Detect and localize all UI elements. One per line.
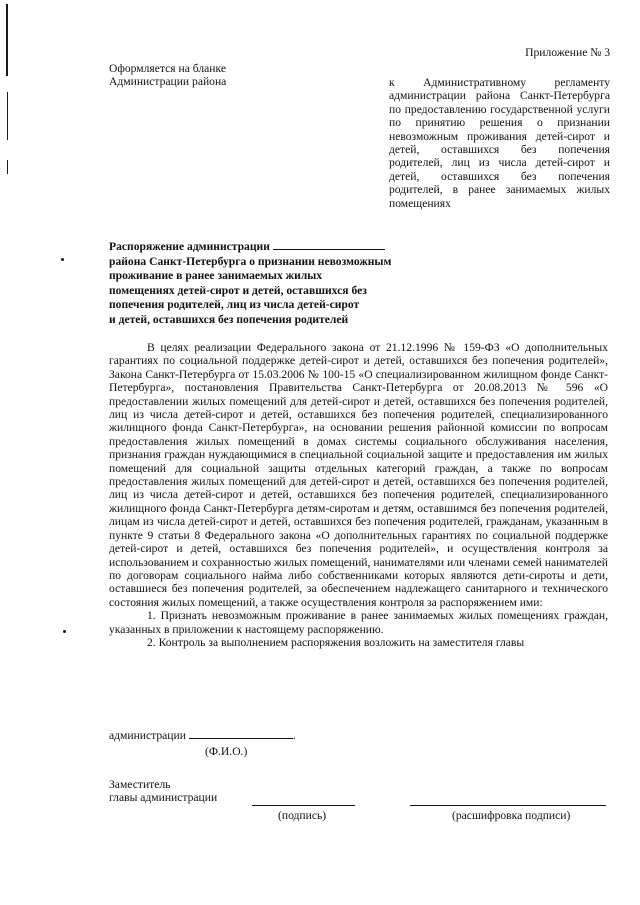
- appendix-number: Приложение № 3: [525, 46, 610, 59]
- signature-line: [252, 805, 355, 806]
- title-line: попечения родителей, лиц из числа детей-сирот: [109, 298, 360, 312]
- scan-dot: [61, 258, 64, 261]
- title-line: помещениях детей-сирот и детей, оставшихся без: [109, 283, 367, 297]
- item-1-paragraph: 1. Признать невозможным проживание в ранее занимаемых жилых помещениях граждан, указанных в приложении к настоящему распоряжению.: [109, 609, 608, 636]
- signer-title-line: главы администрации: [109, 791, 218, 805]
- title-line: района Санкт-Петербурга о признании невозможным: [109, 254, 392, 268]
- item-2-paragraph: 2. Контроль за выполнением распоряжения возложить на заместителя главы: [147, 635, 525, 649]
- preamble-paragraph: В целях реализации Федерального закона от 21.12.1996 № 159-ФЗ «О дополнительных гарантиях по социальной поддержке детей-сирот и детей, оставшихся без попечения родителей», Закона Санкт-Петербурга от 15.03.2006 № 100-15 «О специализированном жилищном фонде Санкт-Петербурга», постановления Правительства Санкт-Петербурга от 20.08.2013 № 596 «О предоставлении жилых помещений для детей-сирот и детей, оставшихся без попечения родителей, лиц из числа детей-сирот и детей, оставшихся без попечения родителей, специализированного жилищного фонда Санкт-Петербурга», на основании решения районной комиссии по вопросам предоставления жилых помещений в домах системы социального обслуживания населения, признания граждан нуждающимися в специальной социальной защите и предоставления им жилых помещений для социальной защиты отдельных категорий граждан, а также по вопросам предоставления жилых помещений для детей-сирот и детей, оставшихся без попечения родителей, лиц из числа детей-сирот и детей, оставшихся без попечения родителей, специализированного жилищного фонда Санкт-Петербурга детям-сиротам и детям, оставшимся без попечения родителей, лицам из числа детей-сирот и детей, оставшихся без попечения родителей, гражданам, указанным в пункте 9 статьи 8 Федерального закона «О дополнительных гарантиях по социальной поддержке детей-сирот и детей, оставшихся без попечения родителей», и осуществления контроля за использованием и сохранностью жилых помещений, нанимателями или членами семей нанимателей по договорам социального найма либо собственниками которых являются дети-сироты и дети, оставшиеся без попечения родителей, за обеспечением надлежащего санитарного и технического состояния жилых помещений, а также осуществления контроля за распоряжением ими:: [109, 341, 608, 609]
- letterhead-note-line: Администрации района: [109, 75, 227, 89]
- title-line: проживание в ранее занимаемых жилых: [109, 269, 323, 283]
- fio-caption: (Ф.И.О.): [205, 745, 248, 758]
- scan-edge-mark: [7, 92, 8, 140]
- scan-edge-mark: [6, 4, 8, 76]
- title-line: Распоряжение администрации: [109, 238, 439, 255]
- signature-caption: (подпись): [278, 809, 327, 822]
- scan-edge-mark: [7, 160, 8, 174]
- blank-underline: [273, 238, 385, 250]
- document-title: [109, 238, 439, 328]
- signature-decode-line: [410, 805, 606, 806]
- executor-line: администрации .: [109, 729, 296, 742]
- executor-label: администрации: [109, 729, 186, 742]
- signer-title: [109, 778, 269, 805]
- letterhead-note-line: Оформляется на бланке: [109, 62, 226, 75]
- blank-underline: [189, 727, 293, 739]
- signature-decode-caption: (расшифровка подписи): [452, 809, 571, 822]
- title-line: и детей, оставшихся без попечения родителей: [109, 312, 349, 326]
- letterhead-note: [109, 62, 309, 89]
- regulation-reference: к Административному регламенту администрации района Санкт-Петербурга по предоставлению государственной услуги по принятию решения о признании невозможным проживания детей-сирот и детей, оставшихся без попечения родителей, лиц из числа детей-сирот и детей, оставшихся без попечения родителей, в ранее занимаемых жилых помещениях: [389, 76, 610, 210]
- document-body: [109, 341, 608, 649]
- signer-title-line: Заместитель: [109, 778, 171, 791]
- scan-dot: [63, 630, 66, 633]
